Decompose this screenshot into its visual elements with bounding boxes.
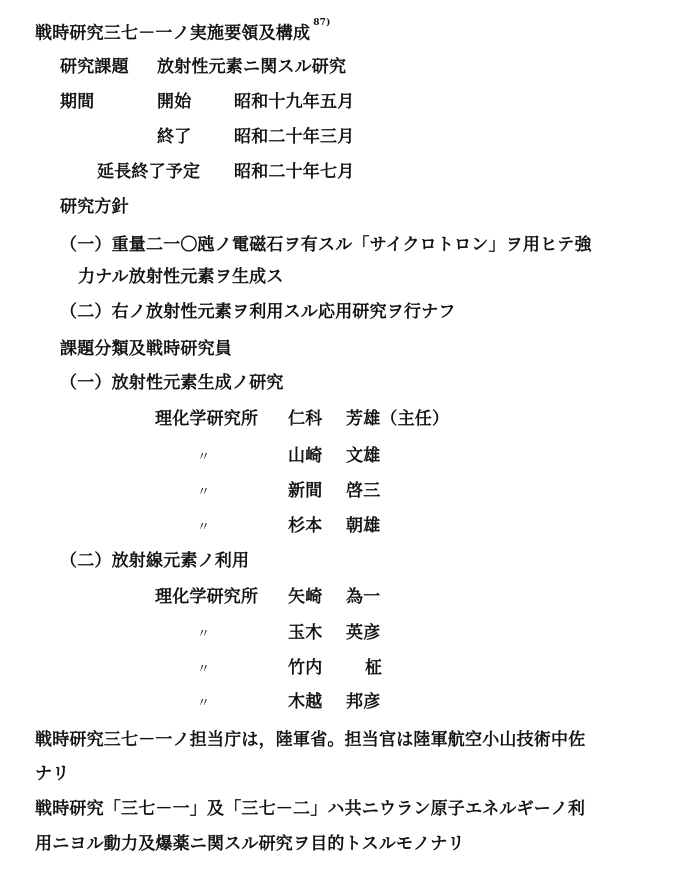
ditto-mark bbox=[197, 481, 210, 503]
group-1-member-3-given: 啓三 bbox=[346, 481, 381, 501]
note-1-line-2: ナリ bbox=[35, 764, 70, 784]
ditto-glyph: 〃 bbox=[197, 662, 211, 677]
ditto-mark bbox=[197, 623, 210, 645]
group-2-member-3-surname: 竹内 bbox=[288, 658, 323, 678]
group-2-member-4-surname: 木越 bbox=[288, 692, 323, 712]
group-2-member-3-given: 柾 bbox=[365, 658, 383, 678]
group-1-member-2-surname: 山崎 bbox=[288, 446, 323, 466]
ditto-glyph: 〃 bbox=[197, 450, 211, 465]
group-1-member-1-surname: 仁科 bbox=[288, 409, 323, 429]
ditto-mark bbox=[197, 658, 210, 680]
policy-item-1-line-2: 力ナル放射性元素ヲ生成ス bbox=[78, 267, 284, 287]
document-heading bbox=[35, 20, 331, 44]
note-2-line-1: 戦時研究「三七－一」及「三七－二」ハ共ニウラン原子エネルギーノ利 bbox=[35, 799, 586, 819]
policy-item-1-line-1: （一）重量二一〇瓲ノ電磁石ヲ有スル「サイクロトロン」ヲ用ヒテ強 bbox=[60, 235, 592, 255]
policy-label: 研究方針 bbox=[60, 197, 129, 217]
ditto-mark bbox=[197, 446, 210, 468]
classification-label: 課題分類及戦時研究員 bbox=[60, 339, 232, 359]
period-start-value: 昭和十九年五月 bbox=[234, 92, 355, 112]
note-2-line-2: 用ニヨル動力及爆薬ニ関スル研究ヲ目的トスルモノナリ bbox=[35, 834, 465, 854]
group-1-title: （一）放射性元素生成ノ研究 bbox=[60, 373, 284, 393]
period-extension-label: 延長終了予定 bbox=[97, 162, 201, 182]
ditto-mark bbox=[197, 692, 210, 714]
group-2-title: （二）放射線元素ノ利用 bbox=[60, 551, 250, 571]
ditto-glyph: 〃 bbox=[197, 696, 211, 711]
group-2-member-1-given: 為一 bbox=[346, 587, 381, 607]
group-1-member-4-given: 朝雄 bbox=[346, 516, 381, 536]
group-2-member-1-surname: 矢崎 bbox=[288, 587, 323, 607]
period-label: 期間 bbox=[60, 92, 95, 112]
group-1-member-4-surname: 杉本 bbox=[288, 516, 323, 536]
group-2-member-2-surname: 玉木 bbox=[288, 623, 323, 643]
group-1-member-1-given: 芳雄（主任） bbox=[346, 409, 450, 429]
ditto-glyph: 〃 bbox=[197, 485, 211, 500]
ditto-mark bbox=[197, 516, 210, 538]
subject-label: 研究課題 bbox=[60, 57, 129, 77]
period-start-label: 開始 bbox=[157, 92, 192, 112]
subject-value: 放射性元素ニ関スル研究 bbox=[157, 57, 347, 77]
period-extension-value: 昭和二十年七月 bbox=[234, 162, 355, 182]
ditto-glyph: 〃 bbox=[197, 627, 211, 642]
group-2-member-4-given: 邦彦 bbox=[346, 692, 381, 712]
group-1-institute: 理化学研究所 bbox=[155, 409, 259, 429]
period-end-label: 終了 bbox=[157, 127, 192, 147]
note-1-line-1: 戦時研究三七－一ノ担当庁は，陸軍省。担当官は陸軍航空小山技術中佐 bbox=[35, 730, 586, 750]
group-1-member-3-surname: 新間 bbox=[288, 481, 323, 501]
group-2-member-2-given: 英彦 bbox=[346, 623, 381, 643]
heading-text: 戦時研究三七－一ノ実施要領及構成 bbox=[35, 23, 311, 44]
footnote-marker: 87) bbox=[313, 18, 331, 28]
subject-row bbox=[60, 57, 129, 77]
ditto-glyph: 〃 bbox=[197, 520, 211, 535]
policy-item-2: （二）右ノ放射性元素ヲ利用スル応用研究ヲ行ナフ bbox=[60, 302, 456, 322]
period-end-value: 昭和二十年三月 bbox=[234, 127, 355, 147]
group-2-institute: 理化学研究所 bbox=[155, 587, 259, 607]
group-1-member-2-given: 文雄 bbox=[346, 446, 381, 466]
